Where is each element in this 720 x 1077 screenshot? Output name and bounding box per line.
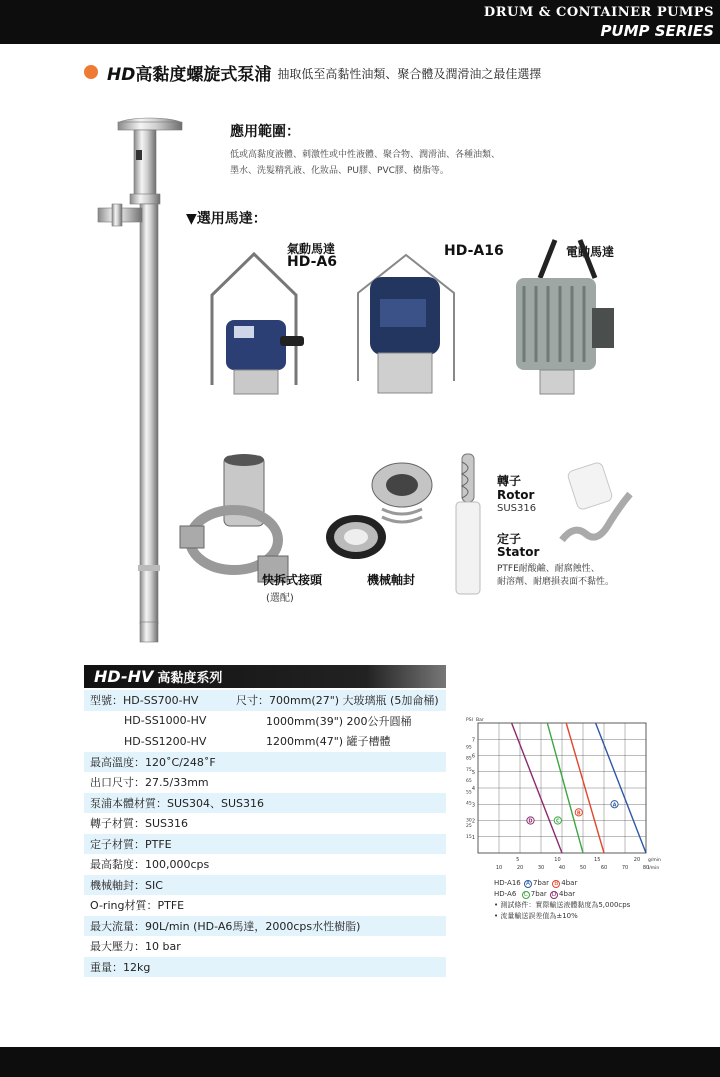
legend-d-4bar: 4bar [559,890,576,898]
chart-ytick-bar: 3 [471,802,475,809]
performance-chart [456,715,661,885]
mechanical-seal-label: 機械軸封 [367,573,416,587]
chart-xtick-lpm: 10 [495,865,503,871]
chart-xtick-gpm: 15 [594,857,601,863]
chart-xtick-lpm: 40 [558,865,566,871]
stator-desc-1: PTFE耐酸鹼、耐腐蝕性、 [497,564,600,574]
chart-ytick-psi: 15 [466,835,472,841]
chart-series-label-a: A [612,802,617,809]
header-line2: PUMP SERIES [600,22,714,40]
title-main-text: 高黏度螺旋式泵浦 [135,64,272,85]
rotor-cn: 轉子 [497,474,522,488]
legend-b-4bar: 4bar [561,879,578,887]
page-title [84,61,541,83]
motor-a16-image [352,253,460,395]
legend-c-marker: C [523,890,528,898]
motor-electric-image [510,238,620,396]
chart-ytick-bar: 6 [471,753,475,760]
chart-ytick-psi: 30 [466,818,472,824]
legend-c-7bar: 7bar [530,890,547,898]
chart-xtick-lpm: 30 [537,865,545,871]
series-en: HD-HV [94,667,154,686]
stator-desc-2: 耐溶劑、耐磨損表面不黏性。 [497,577,615,587]
applications-line1: 低或高黏度液體、刺激性或中性液體、聚合物、潤滑油、各種油類、 [230,150,501,160]
motor-a6-cn: 氣動馬達 [287,242,336,256]
motors-heading: ▼選用馬達： [186,211,267,227]
chart-ytick-psi: 45 [466,801,472,807]
chart-ytick-bar: 2 [471,818,475,825]
chart-ytick-psi: 25 [466,823,472,829]
chart-ytick-bar: 1 [471,834,475,841]
chart-xtick-lpm: 70 [621,865,629,871]
chart-ytick-psi: 85 [466,756,472,762]
applications-heading: 應用範圍： [230,124,300,140]
spec-row: 出口尺寸：27.5/33mm [90,776,209,790]
chart-xlabel-gpm: g/min [648,858,661,863]
spec-row: 最大壓力：10 bar [90,940,181,954]
chart-xtick-lpm: 80 [642,865,650,871]
legend-hd-a16: HD-A16 [494,879,521,887]
chart-ytick-bar: 5 [471,769,475,776]
stator-cn: 定子 [497,532,522,546]
chart-ytick-bar: 7 [471,737,475,744]
chart-ytick-psi: 55 [466,790,472,796]
spec-row: HD-SS1200-HV 1200mm(47") 罐子槽體 [124,734,391,749]
chart-xtick-gpm: 20 [633,857,641,863]
spec-row: HD-SS1000-HV 1000mm(39") 200公升圓桶 [124,714,412,728]
chart-xlabel-lpm: l/min [648,866,660,871]
chart-series-label-c: C [555,818,560,825]
chart-ylabel-psi: PSI [466,718,473,723]
chart-xtick-lpm: 60 [600,865,608,871]
title-model: HD [107,64,136,85]
legend-d-marker: D [551,890,557,898]
chart-xtick-lpm: 20 [516,865,524,871]
motor-electric: 電動馬達 [566,245,615,259]
legend-a-marker: A [525,879,531,887]
rotor-stator-assembly-image [448,452,492,598]
spec-row: 泵浦本體材質：SUS304、SUS316 [84,793,446,814]
legend-a-7bar: 7bar [532,879,550,887]
series-zh: 高黏度系列 [157,671,223,686]
rotor-material: SUS316 [497,503,537,514]
chart-ytick-psi: 75 [466,767,472,773]
chart-series-label-d: D [528,818,533,825]
chart-legend [494,878,630,922]
motor-a6-image [204,250,308,395]
spec-table [84,690,446,977]
rotor-image [556,462,636,552]
spec-row: 轉子材質：SUS316 [90,817,189,831]
applications-line2: 墨水、洗髮精乳液、化妝品、PU膠、PVC膠、樹脂等。 [230,166,449,176]
spec-row: 機械軸封：SIC [84,875,446,896]
chart-xtick-lpm: 50 [579,865,587,871]
quick-coupling-label: 快拆式接頭 [262,573,323,587]
header-line1: DRUM & CONTAINER PUMPS [483,5,714,20]
bullet-dot-icon [84,65,98,79]
spec-row: 定子材質：PTFE [84,834,446,855]
chart-ytick-psi: 65 [466,779,472,785]
chart-xtick-gpm: 10 [554,857,561,863]
header-bar [0,0,720,44]
chart-ytick-psi: 95 [466,745,472,751]
spec-row: 最大流量：90L/min (HD-A6馬達，2000cps水性樹脂) [84,916,446,937]
motor-a16-model: HD-A16 [444,243,504,259]
spec-row: 型號：HD-SS700-HV 尺寸：700mm(27") 大玻璃瓶 (5加侖桶) [84,690,446,711]
chart-xtick-gpm: 5 [516,857,520,863]
stator-en: Stator [497,545,540,559]
applications-section [230,121,550,179]
legend-hd-a6: HD-A6 [494,890,517,898]
spec-row: 最高黏度：100,000cps [90,858,210,872]
chart-ylabel-bar: Bar [476,718,484,723]
spec-row: O-ring材質：PTFE [90,899,185,913]
title-subtitle: 抽取低至高黏性油類、聚合體及潤滑油之最佳選擇 [277,67,542,81]
spec-header [84,665,446,688]
spec-row: 最高溫度：120˚C/248˚F [84,752,446,773]
legend-b-marker: B [554,879,559,887]
chart-ytick-bar: 4 [471,786,475,792]
rotor-en: Rotor [497,488,535,502]
chart-series-label-b: B [576,810,581,817]
footer-bar [0,1047,720,1077]
chart-note-2: • 流量輸送誤差值為±10% [494,912,578,920]
chart-note-1: • 測試條件：實際輸送液體黏度為5,000cps [494,901,631,909]
mechanical-seal-image [322,457,436,567]
motor-a6-model: HD-A6 [287,254,337,270]
spec-row: 重量：12kg [84,957,446,978]
quick-coupling-note: (選配) [266,593,294,604]
